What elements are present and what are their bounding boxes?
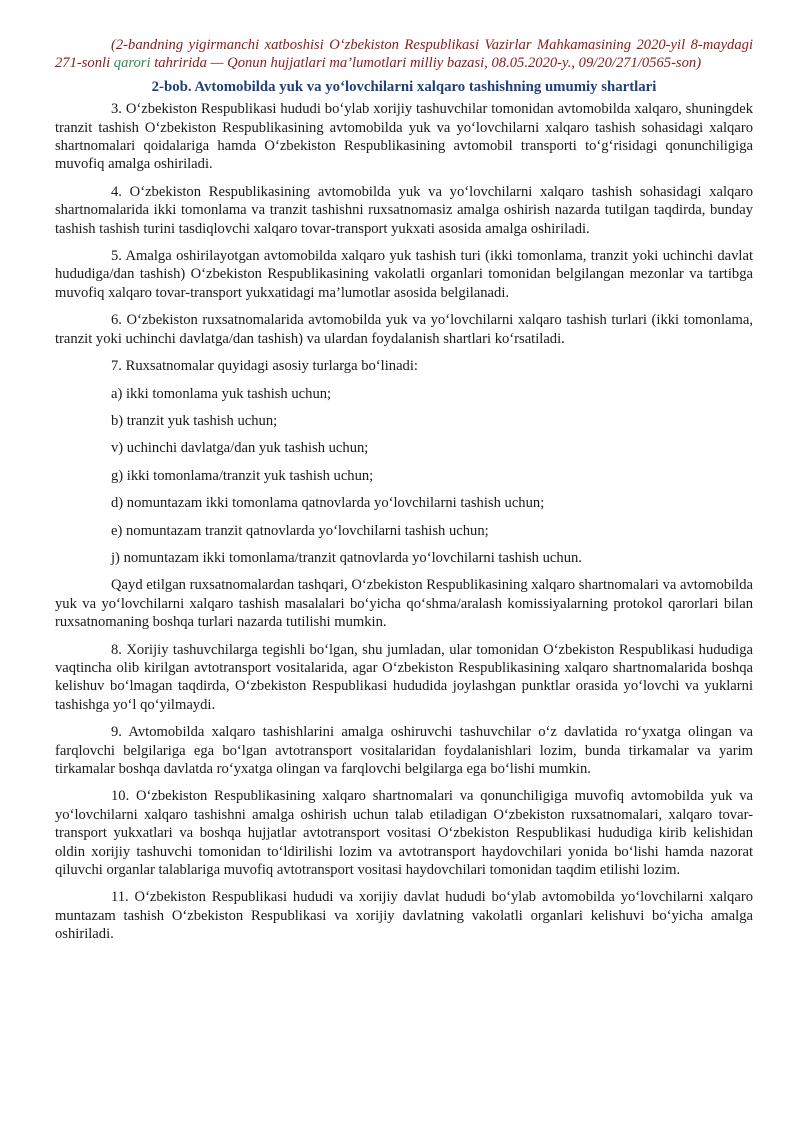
paragraph-7: 7. Ruxsatnomalar quyidagi asosiy turlarga bo‘linadi: <box>111 358 418 375</box>
list-item-e: e) nomuntazam tranzit qatnovlarda yo‘lovchilarni tashish uchun; <box>111 522 489 539</box>
paragraph-other-permits: Qayd etilgan ruxsatnomalardan tashqari, O‘zbekiston Respublikasining xalqaro shartnomalari va avtomobilda yuk va yo‘lovchilarni xalqaro tashish masalalari bo‘yicha qo‘shma/aralash komissiyalarning protokol qarorlari bilan ruxsatnomaning boshqa turlari nazarda tutilishi mumkin. <box>55 577 753 631</box>
amendment-note-text-1: (2-bandning yigirmanchi xatboshisi O‘zbekiston Respublikasi Vazirlar Mahkamasining 2020-yil 8-maydagi 271-sonli <box>55 37 753 72</box>
paragraph-6: 6. O‘zbekiston ruxsatnomalarida avtomobilda yuk va yo‘lovchilarni xalqaro tashish turlari (ikki tomonlama, tranzit yoki uchinchi davlatga/dan tashish) va ulardan foydalanish shartlari ko‘rsatiladi. <box>55 312 753 347</box>
chapter-heading: 2-bob. Avtomobilda yuk va yo‘lovchilarni xalqaro tashishning umumiy shartlari <box>151 78 657 95</box>
amendment-note-text-2: tahririda — Qonun hujjatlari ma’lumotlari milliy bazasi, 08.05.2020-y., 09/20/271/0565-son) <box>150 55 702 72</box>
list-item-b: b) tranzit yuk tashish uchun; <box>111 412 278 429</box>
amendment-note <box>55 36 753 73</box>
list-item-a: a) ikki tomonlama yuk tashish uchun; <box>111 385 332 402</box>
list-item-g: g) ikki tomonlama/tranzit yuk tashish uchun; <box>111 467 374 484</box>
paragraph-11: 11. O‘zbekiston Respublikasi hududi va xorijiy davlat hududi bo‘ylab avtomobilda yo‘lovchilarni xalqaro muntazam tashish O‘zbekiston Respublikasi va xorijiy davlatning vakolatli organlari kelishuvi bo‘yicha amalga oshiriladi. <box>55 889 753 943</box>
paragraph-5: 5. Amalga oshirilayotgan avtomobilda xalqaro yuk tashish turi (ikki tomonlama, tranzit yoki uchinchi davlat hududiga/dan tashish) O‘zbekiston Respublikasining vakolatli organlari tomonidan belgilangan mezonlar va tartibga muvofiq xalqaro tovar-transport yukxatidagi ma’lumotlar asosida belgilanadi. <box>55 248 753 301</box>
amendment-note-link[interactable]: qarori <box>113 55 151 72</box>
list-item-j: j) nomuntazam ikki tomonlama/tranzit qatnovlarda yo‘lovchilarni tashish uchun. <box>111 549 582 566</box>
paragraph-3: 3. O‘zbekiston Respublikasi hududi bo‘ylab xorijiy tashuvchilar tomonidan avtomobilda xalqaro, shuningdek tranzit tashish O‘zbekiston Respublikasining avtomobilda yuk va yo‘lovchilarni xalqaro tashish sohasidagi xalqaro shartnomalari qoidalariga hamda O‘zbekiston Respublikasining avtomobil transporti to‘g‘risidagi qonunchiligiga muvofiq amalga oshiriladi. <box>55 101 753 173</box>
document-page <box>55 36 753 953</box>
list-item-d: d) nomuntazam ikki tomonlama qatnovlarda yo‘lovchilarni tashish uchun; <box>111 495 545 512</box>
list-item-v: v) uchinchi davlatga/dan yuk tashish uchun; <box>111 440 369 457</box>
paragraph-4: 4. O‘zbekiston Respublikasining avtomobilda yuk va yo‘lovchilarni xalqaro tashish sohasidagi xalqaro shartnomalarida ikki tomonlama va tranzit tashishni ruxsatnomasiz amalga oshirish nazarda tutilgan taqdirda, bunday tashish tashish turini tasdiqlovchi xalqaro tovar-transport yukxati asosida amalga oshiriladi. <box>55 183 753 237</box>
paragraph-10: 10. O‘zbekiston Respublikasining xalqaro shartnomalari va qonunchiligiga muvofiq avtomobilda yuk va yo‘lovchilarni xalqaro tashishni amalga oshirish uchun talab etiladigan O‘zbekiston ruxsatnomalari, xalqaro tovar-transport yukxatlari va boshqa hujjatlar avtotransport vositasi O‘zbekiston Respublikasi hududiga kirib kelishidan oldin xorijiy tashuvchi tomonidan to‘ldirilishi lozim va avtotransport haydovchilari yonida bo‘lishi hamda nazorat qiluvchi organlar talablariga muvofiq avtotransport vositasi haydovchilari tomonidan taqdim etilishi lozim. <box>55 788 753 879</box>
paragraph-9: 9. Avtomobilda xalqaro tashishlarini amalga oshiruvchi tashuvchilar o‘z davlatida ro‘yxatga olingan va farqlovchi belgilariga ega bo‘lgan avtotransport vositalaridan foydalanishlari lozim, bunda tirkamalar va yarim tirkamalar boshqa davlatda ro‘yxatga olingan va farqlovchi belgilarga ega bo‘lishi mumkin. <box>55 724 753 777</box>
paragraph-8: 8. Xorijiy tashuvchilarga tegishli bo‘lgan, shu jumladan, ular tomonidan O‘zbekiston Respublikasi hududiga vaqtincha olib kirilgan avtotransport vositalarida, agar O‘zbekiston Respublikasining xalqaro shartnomalarida boshqa kelishuv bo‘lmagan taqdirda, O‘zbekiston Respublikasi hududida joylashgan punktlar orasida yo‘lovchi va yuklarni tashishga yo‘l qo‘yilmaydi. <box>55 641 753 713</box>
